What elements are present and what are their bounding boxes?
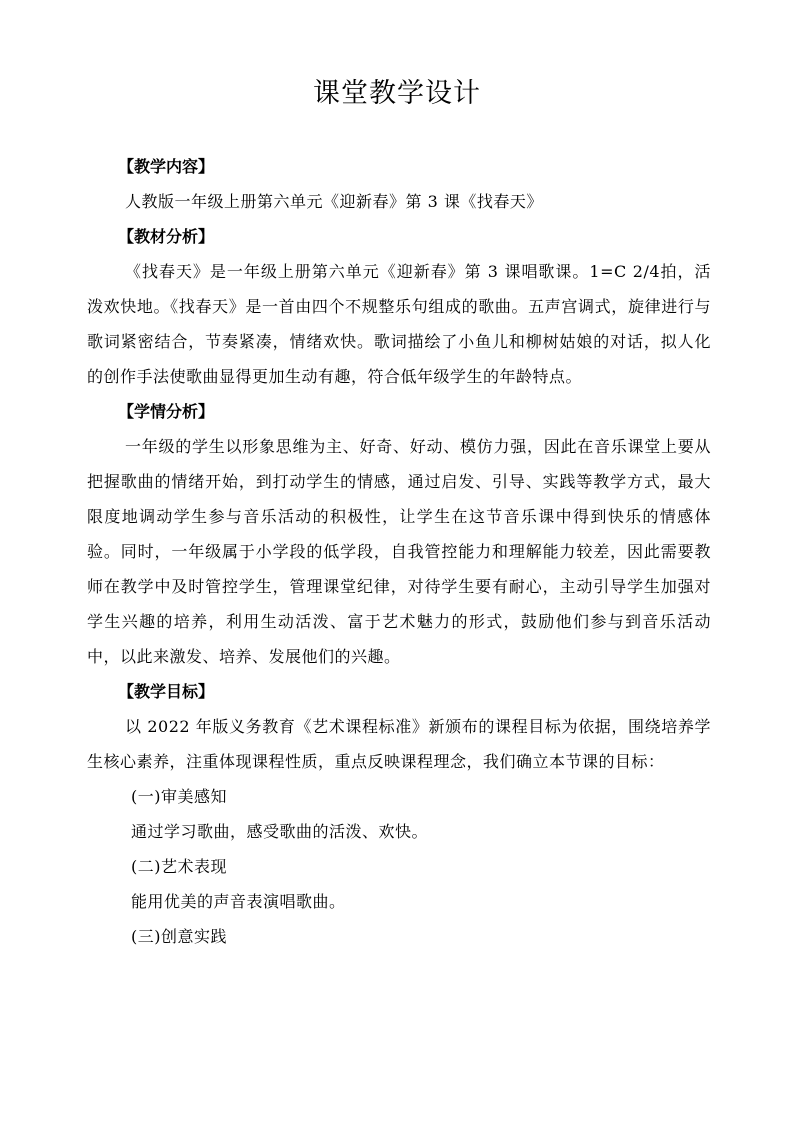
page-title: 课堂教学设计 [313, 78, 481, 109]
goal-1-text: 通过学习歌曲，感受歌曲的活泼、欢快。 [131, 822, 429, 841]
goal-2-text: 能用优美的声音表演唱歌曲。 [131, 892, 346, 911]
goals-paragraph: 以 2022 年版义务教育《艺术课程标准》新颁布的课程目标为依据，围绕培养学生核心素养，注重体现课程性质，重点反映课程理念，我们确立本节课的目标： [87, 717, 711, 771]
student-paragraph: 一年级的学生以形象思维为主、好奇、好动、模仿力强，因此在音乐课堂上要从把握歌曲的情绪开始，到打动学生的情感，通过启发、引导、实践等教学方式，最大限度地调动学生参与音乐活动的积极性，让学生在这节音乐课中得到快乐的情感体验。同时，一年级属于小学段的低学段，自我管控能力和理解能力较差，因此需要教师在教学中及时管控学生，管理课堂纪律，对待学生要有耐心，主动引导学生加强对学生兴趣的培养，利用生动活泼、富于艺术魅力的形式，鼓励他们参与到音乐活动中，以此来激发、培养、发展他们的兴趣。 [87, 437, 711, 666]
goal-1-title: (一)审美感知 [131, 787, 227, 806]
goal-3-title: (三)创意实践 [131, 927, 227, 946]
section-heading-student: 【学情分析】 [118, 402, 215, 421]
section-heading-goals: 【教学目标】 [118, 682, 215, 701]
document-body [87, 149, 711, 954]
section-heading-content: 【教学内容】 [118, 157, 215, 176]
material-paragraph: 《找春天》是一年级上册第六单元《迎新春》第 3 课唱歌课。1=C 2/4拍，活泼欢快地。《找春天》是一首由四个不规整乐句组成的歌曲。五声宫调式，旋律进行与歌词紧密结合，节奏紧凑，情绪欢快。歌词描绘了小鱼儿和柳树姑娘的对话，拟人化的创作手法使歌曲显得更加生动有趣，符合低年级学生的年龄特点。 [87, 262, 711, 386]
content-paragraph: 人教版一年级上册第六单元《迎新春》第 3 课《找春天》 [125, 192, 543, 211]
section-heading-material: 【教材分析】 [118, 227, 215, 246]
goal-2-title: (二)艺术表现 [131, 857, 227, 876]
